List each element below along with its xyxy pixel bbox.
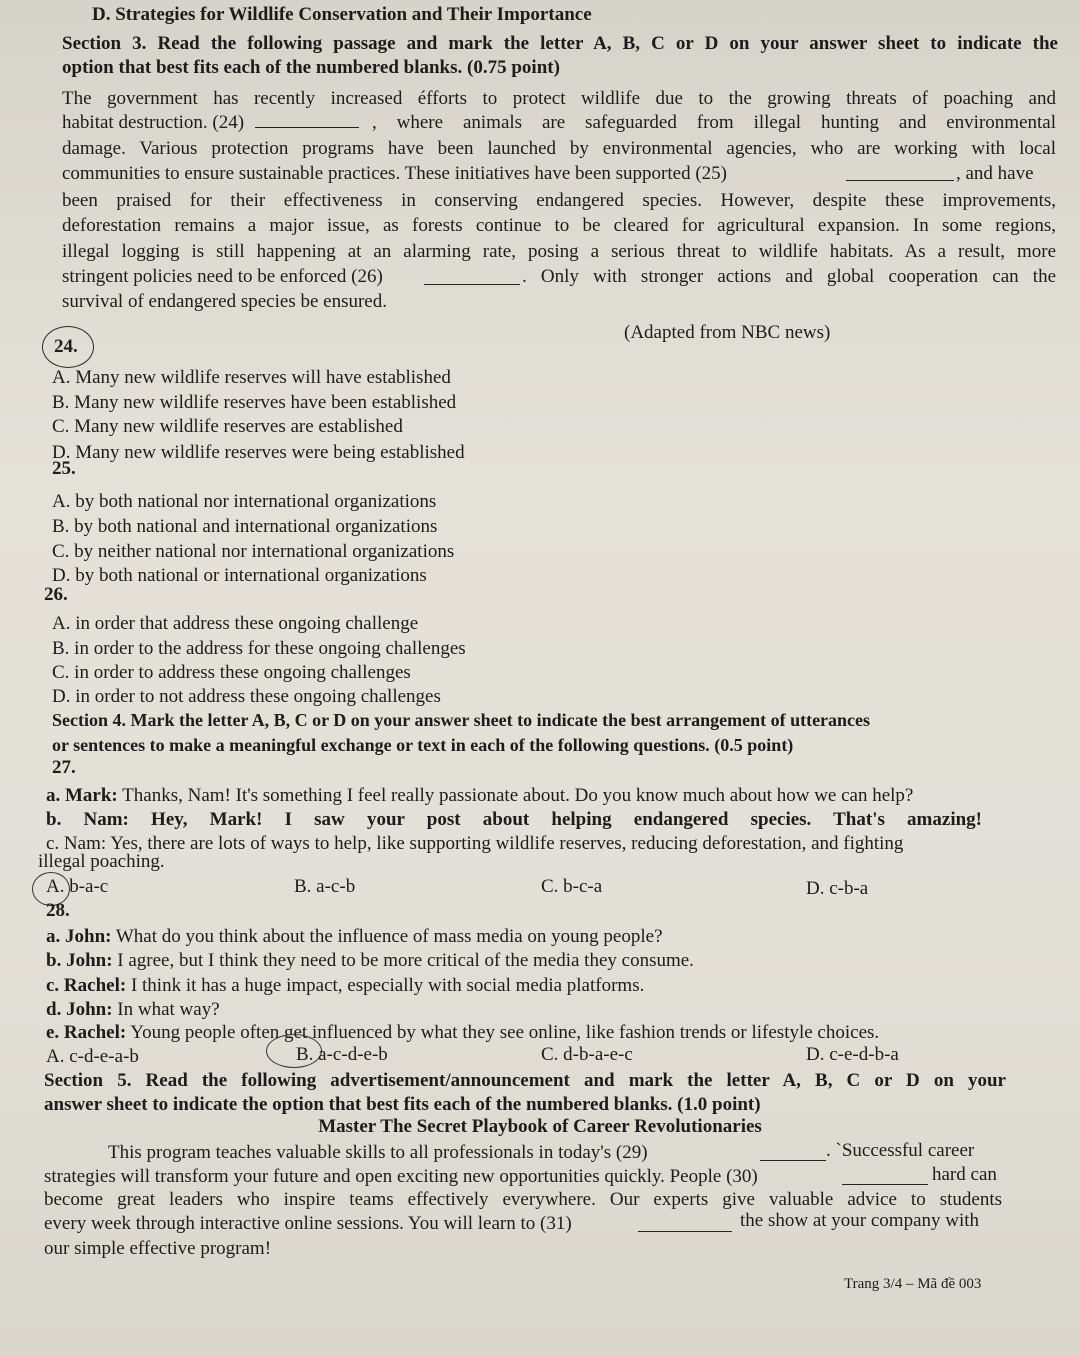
question-24-number: 24. bbox=[54, 336, 78, 357]
question-26-option-a: A. in order that address these ongoing challenge bbox=[52, 613, 419, 634]
question-27-line-a bbox=[46, 785, 913, 807]
passage-line-5: been praised for their effectiveness in conserving endangered species. However, despite these improvements, bbox=[62, 190, 1056, 211]
ad-line-1-end: . `Successful career bbox=[826, 1140, 975, 1161]
passage-line-4-end: , and have bbox=[956, 163, 1034, 184]
blank-30 bbox=[842, 1170, 928, 1185]
question-28-line-a bbox=[46, 926, 663, 948]
passage-line-6: deforestation remains a major issue, as forests continue to be cleared for agricultural expansion. In some regions, bbox=[62, 215, 1056, 236]
blank-24 bbox=[255, 113, 359, 128]
section-3-instruction-line1: Section 3. Read the following passage and mark the letter A, B, C or D on your answer sheet to indicate the bbox=[62, 33, 1058, 54]
question-28-option-c: C. d-b-a-e-c bbox=[541, 1044, 633, 1065]
utterance-text: I think it has a huge impact, especially with social media platforms. bbox=[126, 975, 645, 996]
question-28-line-e bbox=[46, 1022, 879, 1044]
question-25-option-d: D. by both national or international organizations bbox=[52, 565, 427, 586]
question-28-option-b: B. a-c-d-e-b bbox=[296, 1044, 388, 1065]
question-26-option-c: C. in order to address these ongoing challenges bbox=[52, 662, 411, 683]
question-28-number: 28. bbox=[46, 900, 70, 921]
question-25-option-c: C. by neither national nor international organizations bbox=[52, 541, 455, 562]
passage-line-3: damage. Various protection programs have been launched by environmental agencies, who are working with local bbox=[62, 138, 1056, 159]
question-28-line-b bbox=[46, 950, 694, 972]
section-5-instruction-line2: answer sheet to indicate the option that best fits each of the numbered blanks. (1.0 point) bbox=[44, 1094, 761, 1115]
utterance-text: In what way? bbox=[112, 999, 220, 1020]
page-footer: Trang 3/4 – Mã đề 003 bbox=[844, 1276, 982, 1292]
question-25-option-b: B. by both national and international organizations bbox=[52, 516, 438, 537]
question-28-line-c bbox=[46, 975, 644, 997]
utterance-text: Young people often get influenced by what they see online, like fashion trends or lifestyle choices. bbox=[126, 1022, 880, 1043]
question-28-option-a: A. c-d-e-a-b bbox=[46, 1046, 139, 1067]
ad-line-2-start: strategies will transform your future and open exciting new opportunities quickly. People (30) bbox=[44, 1166, 758, 1187]
advertisement-title: Master The Secret Playbook of Career Revolutionaries bbox=[318, 1116, 762, 1137]
question-26-option-b: B. in order to the address for these ongoing challenges bbox=[52, 638, 466, 659]
question-27-number: 27. bbox=[52, 757, 76, 778]
passage-line-8-start: stringent policies need to be enforced (26) bbox=[62, 266, 383, 287]
question-27-line-b: b. Nam: Hey, Mark! I saw your post about helping endangered species. That's amazing! bbox=[46, 809, 982, 830]
question-25-number: 25. bbox=[52, 458, 76, 479]
passage-line-4-start: communities to ensure sustainable practices. These initiatives have been supported (25) bbox=[62, 163, 727, 184]
passage-line-7: illegal logging is still happening at an alarming rate, posing a serious threat to wildlife habitats. As a result, more bbox=[62, 241, 1056, 262]
blank-31 bbox=[638, 1217, 732, 1232]
speaker-label: b. John: bbox=[46, 950, 113, 971]
ad-line-2-end: hard can bbox=[932, 1164, 997, 1185]
utterance-text: What do you think about the influence of mass media on young people? bbox=[111, 926, 663, 947]
ad-line-3: become great leaders who inspire teams effectively everywhere. Our experts give valuable advice to students bbox=[44, 1189, 1002, 1210]
option-d-heading: D. Strategies for Wildlife Conservation and Their Importance bbox=[92, 4, 592, 25]
ad-line-4-end: the show at your company with bbox=[740, 1210, 980, 1231]
passage-line-8-end: . Only with stronger actions and global cooperation can the bbox=[522, 266, 1056, 287]
blank-29 bbox=[760, 1146, 826, 1161]
speaker-label: d. John: bbox=[46, 999, 113, 1020]
passage-line-2 bbox=[62, 112, 359, 134]
question-25-option-a: A. by both national nor international organizations bbox=[52, 491, 437, 512]
utterance-text: Thanks, Nam! It's something I feel really passionate about. Do you know much about how we can help? bbox=[117, 785, 914, 806]
question-28-option-d: D. c-e-d-b-a bbox=[806, 1044, 899, 1065]
question-26-number: 26. bbox=[44, 584, 68, 605]
question-27-option-d: D. c-b-a bbox=[806, 878, 869, 899]
question-28-line-d bbox=[46, 999, 220, 1021]
section-3-instruction-line2: option that best fits each of the numbered blanks. (0.75 point) bbox=[62, 57, 560, 78]
question-26-option-d: D. in order to not address these ongoing challenges bbox=[52, 686, 441, 707]
ad-line-5: our simple effective program! bbox=[44, 1238, 272, 1259]
question-24-option-d: D. Many new wildlife reserves were being established bbox=[52, 442, 465, 463]
section-4-instruction-line2: or sentences to make a meaningful exchange or text in each of the following questions. (0.5 point) bbox=[52, 735, 794, 755]
passage-line-9: survival of endangered species be ensured. bbox=[62, 291, 387, 312]
ad-line-4-start: every week through interactive online sessions. You will learn to (31) bbox=[44, 1213, 572, 1234]
question-24-option-b: B. Many new wildlife reserves have been established bbox=[52, 392, 457, 413]
question-27-option-c: C. b-c-a bbox=[541, 876, 603, 897]
question-24-option-c: C. Many new wildlife reserves are established bbox=[52, 416, 403, 437]
question-24-option-a: A. Many new wildlife reserves will have established bbox=[52, 367, 451, 388]
question-27-option-b: B. a-c-b bbox=[294, 876, 356, 897]
passage-line-1: The government has recently increased éfforts to protect wildlife due to the growing threats of poaching and bbox=[62, 88, 1056, 109]
utterance-text: I agree, but I think they need to be more critical of the media they consume. bbox=[112, 950, 694, 971]
blank-26 bbox=[424, 270, 520, 285]
ad-line-1-start: This program teaches valuable skills to all professionals in today's (29) bbox=[108, 1142, 648, 1163]
question-27-line-c: c. Nam: Yes, there are lots of ways to help, like supporting wildlife reserves, reducing deforestation, and fighting bbox=[46, 833, 904, 854]
blank-25 bbox=[846, 166, 954, 181]
question-27-line-c-cont: illegal poaching. bbox=[38, 851, 165, 872]
section-4-instruction-line1: Section 4. Mark the letter A, B, C or D on your answer sheet to indicate the best arrangement of utterances bbox=[52, 710, 871, 730]
passage-line-2-start: habitat destruction. (24) bbox=[62, 112, 245, 133]
passage-line-2-end: , where animals are safeguarded from illegal hunting and environmental bbox=[372, 112, 1056, 133]
question-27-option-a: A. b-a-c bbox=[46, 876, 109, 897]
speaker-label: e. Rachel: bbox=[46, 1022, 127, 1043]
speaker-label: a. Mark: bbox=[46, 785, 118, 806]
speaker-label: a. John: bbox=[46, 926, 112, 947]
section-5-instruction-line1: Section 5. Read the following advertisement/announcement and mark the letter A, B, C or D on your bbox=[44, 1070, 1006, 1091]
source-note: (Adapted from NBC news) bbox=[624, 322, 831, 343]
speaker-label: c. Rachel: bbox=[46, 975, 127, 996]
